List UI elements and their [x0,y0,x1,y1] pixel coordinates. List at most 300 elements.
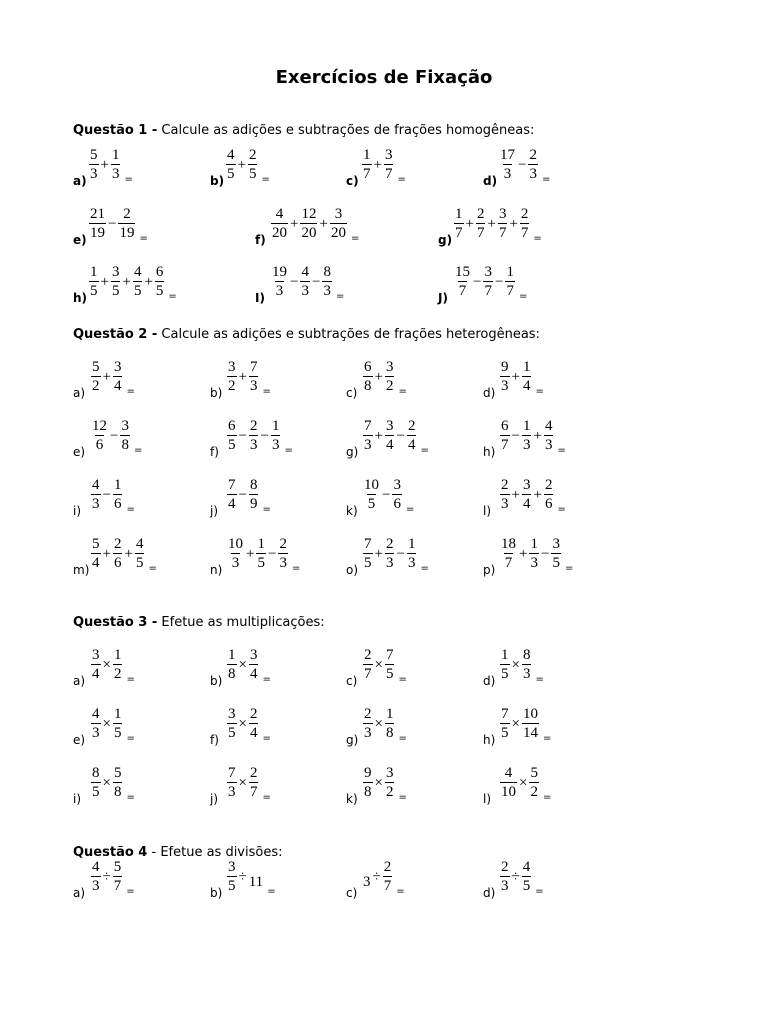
operator-symbol: + [102,545,111,562]
fraction-numerator: 7 [385,647,394,663]
fraction-numerator: 3 [228,706,236,722]
fraction [118,207,135,241]
exercise-label: j) [210,504,219,518]
operator-symbol: + [100,156,109,173]
exercise-label: f) [210,733,219,747]
fraction-denominator: 2 [228,378,236,394]
fraction-numerator: 4 [135,536,144,552]
fraction-numerator: 2 [385,536,394,552]
fraction-numerator: 4 [92,859,100,875]
fraction-numerator: 8 [92,765,100,781]
equals-sign: = [126,791,135,803]
fraction-denominator: 7 [455,225,463,241]
fraction-denominator: 3 [364,437,372,453]
equals-sign: = [542,791,552,803]
fraction-denominator: 4 [407,437,416,453]
fraction [363,766,373,800]
operator-symbol: + [511,486,520,503]
fraction-denominator: 10 [501,784,516,800]
equals-sign: = [541,173,551,185]
fraction-numerator: 4 [275,206,284,222]
fraction [500,766,517,800]
question-instruction: Calcule as adições e subtrações de frações homogêneas: [157,123,535,138]
fraction-denominator: 3 [249,437,258,453]
fraction-numerator: 2 [249,706,258,722]
equals-sign: = [557,444,566,456]
operator-symbol: − [396,427,405,444]
operator-symbol: × [238,656,247,673]
equals-sign: = [557,503,566,515]
operator-symbol: × [519,774,528,791]
fraction [522,360,532,394]
exercise-label: e) [73,233,87,247]
operator-symbol: − [260,427,269,444]
exercise-label: c) [346,174,359,188]
fraction-denominator: 7 [501,437,509,453]
fraction-numerator: 3 [249,647,258,663]
fraction-numerator: 8 [522,647,531,663]
fraction-denominator: 7 [249,784,258,800]
fraction [500,648,510,682]
operator-symbol: + [100,273,109,290]
fraction [499,148,516,182]
fraction [300,207,317,241]
fraction [500,360,510,394]
exercise-label: b) [210,674,223,688]
exercise-expression [226,359,271,397]
fraction-numerator: 1 [455,206,463,222]
fraction-denominator: 2 [385,784,394,800]
operator-symbol: − [494,273,504,290]
fraction-numerator: 4 [544,418,553,434]
exercise-expression [362,859,405,897]
fraction-numerator: 3 [393,477,401,493]
fraction-numerator: 2 [501,477,509,493]
fraction-denominator: 7 [504,555,513,571]
operator-symbol: + [511,368,520,385]
fraction-denominator: 14 [522,725,538,741]
fraction-numerator: 7 [228,477,236,493]
fraction-numerator: 2 [249,765,258,781]
operator-symbol: × [374,715,383,732]
fraction-denominator: 5 [135,555,144,571]
fraction-numerator: 2 [113,536,122,552]
exercise-expression [226,706,271,744]
operator-symbol: + [373,156,382,173]
fraction-numerator: 1 [363,147,371,163]
fraction-denominator: 3 [249,378,258,394]
exercise-label: o) [346,563,359,577]
fraction-numerator: 8 [249,477,258,493]
fraction-denominator: 2 [113,666,122,682]
exercise-label: l) [483,792,492,806]
fraction [227,537,244,571]
fraction-numerator: 21 [90,206,105,222]
fraction-numerator: 2 [364,647,372,663]
equals-sign: = [535,385,544,397]
exercise-expression [362,359,407,397]
operator-symbol: + [238,368,247,385]
operator-symbol: + [122,273,131,290]
exercise-expression [90,418,143,456]
equals-sign: = [148,562,157,574]
fraction-denominator: 2 [92,378,100,394]
fraction-numerator: 2 [383,859,392,875]
exercise-label: d) [483,674,496,688]
fraction [91,766,101,800]
fraction-numerator: 1 [522,418,531,434]
exercise-expression [88,264,177,302]
fraction [522,419,532,453]
fraction-numerator: 7 [228,765,236,781]
fraction [89,148,99,182]
fraction-denominator: 7 [364,666,372,682]
fraction-numerator: 12 [92,418,107,434]
exercise-label: a) [73,386,86,400]
fraction-numerator: 4 [227,147,235,163]
fraction-denominator: 4 [113,378,122,394]
exercise-expression [499,477,566,515]
equals-sign: = [124,173,133,185]
exercise-label: h) [483,733,496,747]
question-heading [73,327,540,342]
exercise-label: i) [73,792,82,806]
exercise-expression [499,647,544,685]
fraction-denominator: 3 [111,166,120,182]
exercise-label: e) [73,445,86,459]
question-heading [73,123,534,138]
fraction-numerator: 2 [123,206,131,222]
exercise-expression [453,206,542,244]
fraction-numerator: 3 [334,206,343,222]
fraction-numerator: 1 [90,264,98,280]
operator-symbol: + [509,215,518,232]
fraction-denominator: 3 [385,555,394,571]
fraction-denominator: 3 [323,283,331,299]
fraction-numerator: 7 [364,418,372,434]
fraction-numerator: 3 [385,359,394,375]
equals-sign: = [420,562,429,574]
equals-sign: = [262,732,271,744]
equals-sign: = [261,173,270,185]
operator-symbol: × [511,656,520,673]
fraction-numerator: 7 [501,706,509,722]
equals-sign: = [518,290,528,302]
fraction [111,148,121,182]
fraction-numerator: 3 [522,477,531,493]
operator-symbol: ÷ [372,868,381,885]
fraction-denominator: 3 [231,555,240,571]
fraction-numerator: 8 [323,264,331,280]
operator-symbol: + [124,545,133,562]
page-title: Exercícios de Fixação [275,67,493,88]
fraction-denominator: 3 [501,496,509,512]
fraction [113,648,123,682]
fraction-numerator: 2 [364,706,372,722]
exercise-label: b) [210,886,223,900]
fraction-numerator: 7 [249,359,258,375]
fraction-denominator: 5 [501,725,509,741]
fraction-denominator: 6 [544,496,553,512]
fraction-numerator: 1 [407,536,416,552]
exercise-expression [453,264,528,302]
fraction-denominator: 20 [272,225,287,241]
operator-symbol: + [319,215,328,232]
fraction-numerator: 3 [385,765,394,781]
fraction-denominator: 8 [364,378,372,394]
exercise-label: i) [73,504,82,518]
fraction-denominator: 7 [498,225,507,241]
exercise-expression [226,765,271,803]
fraction [91,707,101,741]
fraction-denominator: 8 [121,437,129,453]
fraction [135,537,145,571]
exercise-label: a) [73,674,86,688]
fraction-denominator: 5 [257,555,265,571]
fraction-denominator: 7 [506,283,514,299]
exercise-expression [362,418,429,456]
fraction [454,265,471,299]
fraction-denominator: 3 [530,555,538,571]
fraction [111,265,121,299]
fraction-denominator: 4 [249,725,258,741]
fraction [113,707,123,741]
fraction [500,537,517,571]
exercise-label: m) [73,563,90,577]
fraction-denominator: 5 [90,283,98,299]
fraction-denominator: 3 [503,166,512,182]
fraction-denominator: 5 [92,784,100,800]
exercise-expression [499,706,552,744]
fraction [363,707,373,741]
fraction-denominator: 3 [522,666,531,682]
question-heading [73,845,283,860]
exercise-label: a) [73,886,86,900]
fraction-denominator: 20 [301,225,317,241]
fraction-numerator: 1 [113,706,122,722]
fraction [529,766,539,800]
exercise-label: j) [210,792,219,806]
fraction-numerator: 5 [92,359,100,375]
equals-sign: = [262,673,271,685]
fraction-denominator: 3 [364,725,372,741]
exercise-expression [362,477,415,515]
fraction-numerator: 6 [155,264,164,280]
fraction [483,265,493,299]
fraction-denominator: 3 [275,283,284,299]
fraction-numerator: 10 [522,706,538,722]
exercise-label: n) [210,563,223,577]
operator-symbol: − [238,427,247,444]
fraction [278,537,288,571]
fraction [500,860,510,894]
fraction [300,265,310,299]
fraction [544,419,554,453]
fraction [133,265,143,299]
fraction-denominator: 4 [249,666,258,682]
operator-symbol: × [102,656,111,673]
fraction-denominator: 2 [530,784,538,800]
fraction-numerator: 4 [522,859,531,875]
fraction [529,537,539,571]
operator-symbol: − [238,486,247,503]
fraction-numerator: 4 [92,706,100,722]
fraction [249,707,259,741]
fraction [227,648,237,682]
operator-symbol: + [487,215,496,232]
fraction-denominator: 19 [90,225,105,241]
operator-symbol: − [540,545,550,562]
exercise-label: c) [346,886,358,900]
fraction-denominator: 4 [228,496,236,512]
fraction-denominator: 3 [544,437,553,453]
fraction-numerator: 15 [455,264,470,280]
fraction-numerator: 10 [228,536,243,552]
question-instruction: Calcule as adições e subtrações de frações heterogêneas: [157,327,540,342]
fraction [155,265,165,299]
fraction-denominator: 3 [279,555,287,571]
fraction-denominator: 5 [248,166,257,182]
fraction-denominator: 8 [364,784,372,800]
fraction [256,537,266,571]
fraction-denominator: 6 [393,496,401,512]
fraction-denominator: 5 [133,283,142,299]
fraction [227,360,237,394]
exercise-expression [90,765,135,803]
exercise-label: l) [483,504,492,518]
fraction-numerator: 2 [248,147,257,163]
fraction-numerator: 2 [476,206,485,222]
equals-sign: = [535,673,544,685]
fraction-numerator: 5 [92,536,100,552]
fraction-denominator: 7 [113,878,122,894]
operator-symbol: + [374,427,383,444]
exercise-expression [226,418,293,456]
fraction [89,265,99,299]
operator-symbol: + [144,273,153,290]
fraction [362,148,372,182]
fraction-numerator: 6 [228,418,236,434]
exercise-expression [362,647,407,685]
operator-symbol: − [511,427,520,444]
fraction-numerator: 5 [113,859,122,875]
fraction [363,648,373,682]
fraction-denominator: 3 [92,496,100,512]
fraction-numerator: 6 [501,418,509,434]
fraction-denominator: 3 [501,378,509,394]
exercise-expression [90,477,135,515]
fraction [227,766,237,800]
equals-sign: = [398,385,407,397]
exercise-label: b) [210,386,223,400]
fraction [249,360,259,394]
fraction-numerator: 7 [364,536,372,552]
exercise-label: d) [483,386,496,400]
fraction-numerator: 3 [228,359,236,375]
equals-sign: = [262,385,271,397]
equals-sign: = [564,562,574,574]
fraction-numerator: 5 [113,765,122,781]
fraction-numerator: 4 [301,264,309,280]
operator-symbol: × [511,715,520,732]
fraction-numerator: 12 [301,206,317,222]
fraction-denominator: 5 [522,878,531,894]
operator-symbol: ÷ [238,868,247,885]
operator-symbol: × [374,656,383,673]
exercise-label: f) [255,233,266,247]
fraction-numerator: 1 [228,647,236,663]
question-number: Questão 4 [73,845,148,860]
equals-sign: = [405,503,415,515]
fraction-denominator: 3 [407,555,416,571]
fraction [476,207,486,241]
exercise-label: b) [210,174,225,188]
fraction [384,148,394,182]
fraction-denominator: 5 [113,725,122,741]
fraction [407,537,417,571]
operator-symbol: − [311,273,321,290]
exercise-label: e) [73,733,86,747]
fraction-denominator: 20 [330,225,346,241]
exercise-label: d) [483,174,498,188]
fraction [91,537,101,571]
fraction-denominator: 5 [228,725,236,741]
fraction-denominator: 3 [92,878,100,894]
fraction-denominator: 3 [92,725,100,741]
equals-sign: = [168,290,177,302]
fraction [500,478,510,512]
fraction-denominator: 7 [384,166,393,182]
fraction-denominator: 3 [301,283,309,299]
fraction-numerator: 4 [504,765,513,781]
operator-symbol: − [518,156,527,173]
fraction-denominator: 2 [385,378,394,394]
fraction-denominator: 5 [111,283,120,299]
fraction-numerator: 1 [506,264,514,280]
fraction-denominator: 3 [271,437,280,453]
fraction-numerator: 19 [272,264,287,280]
fraction-numerator: 2 [407,418,416,434]
fraction-numerator: 2 [529,147,537,163]
exercise-label: p) [483,563,496,577]
fraction [454,207,464,241]
fraction-denominator: 4 [522,378,531,394]
exercise-expression [226,536,301,574]
fraction-denominator: 5 [227,166,235,182]
operator-symbol: + [246,545,255,562]
operator-symbol: − [473,273,482,290]
exercise-expression [90,536,157,574]
fraction [249,766,259,800]
fraction [113,478,123,512]
fraction-denominator: 5 [364,555,372,571]
exercise-label: I) [255,291,265,305]
fraction [113,360,123,394]
question-number: Questão 1 - [73,123,158,138]
equals-sign: = [291,562,301,574]
equals-sign: = [267,885,276,897]
fraction [249,419,259,453]
fraction-denominator: 7 [476,225,485,241]
fraction [227,860,237,894]
fraction-denominator: 9 [249,496,258,512]
fraction [528,148,538,182]
fraction-denominator: 8 [385,725,394,741]
operator-symbol: ÷ [511,868,520,885]
fraction-numerator: 3 [111,264,120,280]
fraction [226,148,236,182]
fraction [385,360,395,394]
